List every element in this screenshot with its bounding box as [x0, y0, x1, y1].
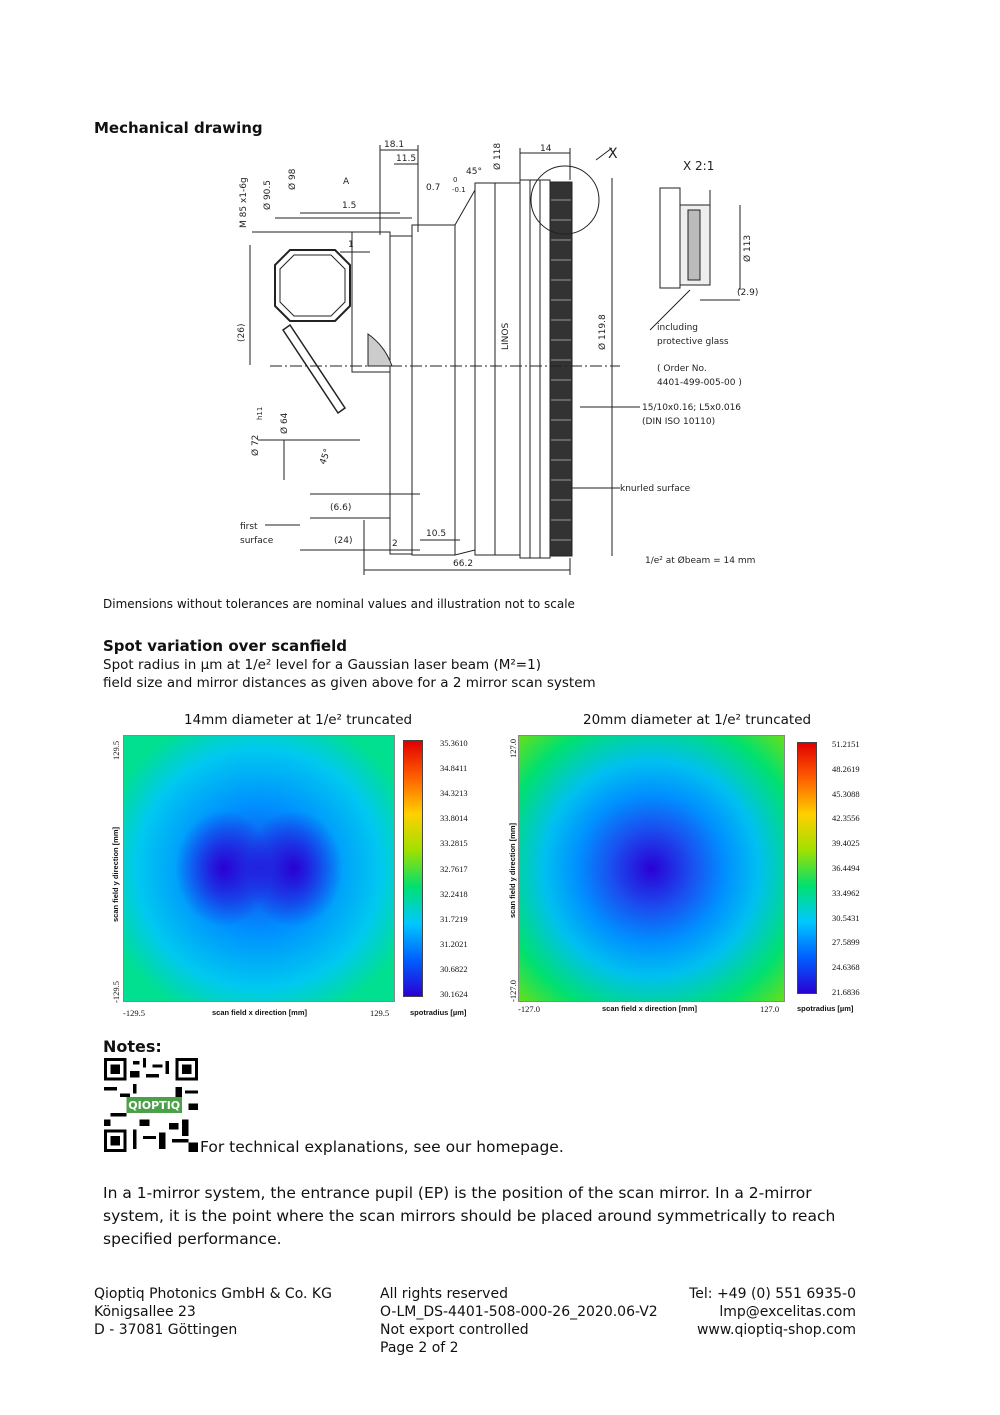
dim-m85: M 85 x1-6g [239, 177, 249, 228]
footer-rights: All rights reserved [380, 1286, 508, 1302]
dim-14: 14 [540, 144, 552, 154]
footer-contact [689, 1285, 856, 1339]
spot-subtitle-1: Spot radius in µm at 1/e² level for a Gaussian laser beam (M²=1) [103, 657, 541, 673]
dim-0-7: 0.7 [426, 183, 441, 193]
dim-1: 1 [348, 240, 354, 250]
dim-98: Ø 98 [288, 168, 298, 190]
plot2-x-label: scan field x direction [mm] [602, 1004, 698, 1013]
plot1-y-min: -129.5 [111, 981, 121, 1003]
footer-company [94, 1285, 332, 1339]
plot2-y-min: -127.0 [508, 980, 518, 1002]
note-din: (DIN ISO 10110) [642, 417, 716, 427]
colorbar-tick: 21.6836 [832, 987, 860, 997]
footer-page-number: Page 2 of 2 [380, 1340, 459, 1356]
colorbar-tick: 39.4025 [832, 838, 860, 849]
note-knurled: knurled surface [620, 484, 691, 494]
qr-code-icon[interactable] [104, 1058, 198, 1152]
plot2-y-label: scan field y direction [mm] [508, 822, 517, 918]
dim-45b: 45° [318, 447, 334, 467]
colorbar-tick: 30.1624 [440, 989, 468, 999]
spot-heading: Spot variation over scanfield [103, 637, 347, 655]
footer-street: Königsallee 23 [94, 1304, 196, 1320]
detail-x-mark: X [608, 146, 618, 162]
dim-6-6: (6.6) [330, 503, 352, 513]
footer-doc-id: O-LM_DS-4401-508-000-26_2020.06-V2 [380, 1304, 658, 1320]
colorbar-tick: 33.8014 [440, 813, 468, 824]
mechanical-drawing-heading: Mechanical drawing [94, 119, 263, 137]
homepage-link[interactable]: For technical explanations, see our homepage. [200, 1138, 564, 1156]
dim-18-1: 18.1 [384, 140, 405, 150]
colorbar-tick: 34.3213 [440, 788, 468, 799]
footer-email[interactable]: lmp@excelitas.com [719, 1304, 856, 1320]
dim-45: 45° [466, 167, 482, 177]
footer-website[interactable]: www.qioptiq-shop.com [696, 1322, 856, 1338]
plot2-colorbar [797, 742, 817, 994]
colorbar-tick: 45.3088 [832, 788, 860, 799]
dim-26: (26) [237, 323, 247, 342]
colorbar-tick: 32.7617 [440, 863, 468, 874]
note-order-code: 4401-499-005-00 ) [657, 378, 742, 388]
colorbar-tick: 51.2151 [832, 739, 860, 749]
detail-x-label: X 2:1 [683, 159, 715, 173]
note-including: including [657, 323, 698, 333]
colorbar-tick: 31.2021 [440, 938, 468, 949]
colorbar-tick: 30.6822 [440, 963, 468, 974]
plot2-x-min: -127.0 [518, 1004, 540, 1014]
colorbar-tick: 24.6368 [832, 962, 860, 973]
colorbar-tick: 35.3610 [440, 738, 468, 748]
dim-90-5: Ø 90.5 [263, 180, 273, 210]
plot1-y-max: 129.5 [111, 740, 121, 760]
colorbar-tick: 36.4494 [832, 863, 860, 873]
plot2-x-max: 127.0 [760, 1004, 780, 1014]
footer-export: Not export controlled [380, 1322, 529, 1338]
dimension-note: Dimensions without tolerances are nominal values and illustration not to scale [103, 597, 575, 611]
colorbar-tick: 33.2815 [440, 838, 468, 849]
plot1-colorbar [403, 740, 423, 997]
linos-mark: LINOS [501, 322, 511, 350]
plot2-colorbar-label: spotradius [µm] [797, 1004, 854, 1013]
dim-h11: h11 [256, 406, 264, 420]
colorbar-tick: 42.3556 [832, 813, 860, 824]
dim-10-5: 10.5 [426, 529, 447, 539]
footer-document [380, 1285, 658, 1357]
qr-brand-text: QIOPTIQ [128, 1099, 181, 1113]
note-beam: 1/e² at Øbeam = 14 mm [645, 556, 756, 566]
plot1-heatmap [123, 735, 395, 1002]
dim-118: Ø 118 [493, 142, 503, 170]
label-surface: surface [240, 536, 274, 546]
tol-down: -0.1 [452, 186, 466, 194]
colorbar-tick: 48.2619 [832, 763, 860, 774]
dim-24: (24) [334, 536, 353, 546]
datum-a: A [343, 177, 350, 187]
plot1-y-label: scan field y direction [mm] [111, 826, 120, 922]
label-first: first [240, 522, 258, 532]
plot2-title: 20mm diameter at 1/e² truncated [583, 712, 812, 728]
mechanical-drawing [230, 132, 790, 577]
colorbar-tick: 33.4962 [832, 887, 860, 898]
dim-64: Ø 64 [280, 412, 290, 434]
dim-66-2: 66.2 [453, 559, 474, 569]
dim-11-5: 11.5 [396, 154, 417, 164]
plot1-colorbar-label: spotradius [µm] [410, 1008, 467, 1017]
dim-72: Ø 72 [251, 434, 261, 456]
note-order-no: ( Order No. [657, 364, 707, 374]
dim-1-5: 1.5 [342, 201, 357, 211]
footer-tel: Tel: +49 (0) 551 6935-0 [689, 1286, 856, 1302]
dim-113: Ø 113 [743, 234, 753, 262]
colorbar-tick: 30.5431 [832, 912, 860, 923]
note-thread: 15/10x0.16; L5x0.016 [642, 403, 742, 413]
dim-2-9: (2.9) [737, 288, 759, 298]
dim-119-8: Ø 119.8 [598, 314, 608, 350]
dim-2: 2 [392, 539, 398, 549]
plot2-heatmap [518, 735, 785, 1002]
colorbar-tick: 34.8411 [440, 763, 468, 774]
plot1-title: 14mm diameter at 1/e² truncated [184, 712, 413, 728]
colorbar-tick: 31.7219 [440, 913, 468, 924]
plot1-x-max: 129.5 [370, 1008, 390, 1018]
plot1-x-label: scan field x direction [mm] [212, 1008, 308, 1017]
plot2-y-max: 127.0 [508, 738, 518, 758]
tol-up: 0 [453, 176, 458, 184]
footer-company-name: Qioptiq Photonics GmbH & Co. KG [94, 1286, 332, 1302]
colorbar-tick: 32.2418 [440, 888, 468, 899]
spot-subtitle-2: field size and mirror distances as given above for a 2 mirror scan system [103, 675, 596, 691]
colorbar-tick: 27.5899 [832, 937, 860, 948]
plot1-x-min: -129.5 [123, 1008, 145, 1018]
notes-heading: Notes: [103, 1037, 162, 1056]
entrance-pupil-note: In a 1-mirror system, the entrance pupil (EP) is the position of the scan mirror. In a 2-mirror system, it is the point where the scan mirrors should be placed around symmetrically to reach specified performance. [103, 1184, 836, 1248]
footer-city: D - 37081 Göttingen [94, 1322, 238, 1338]
note-protective-glass: protective glass [657, 337, 729, 347]
